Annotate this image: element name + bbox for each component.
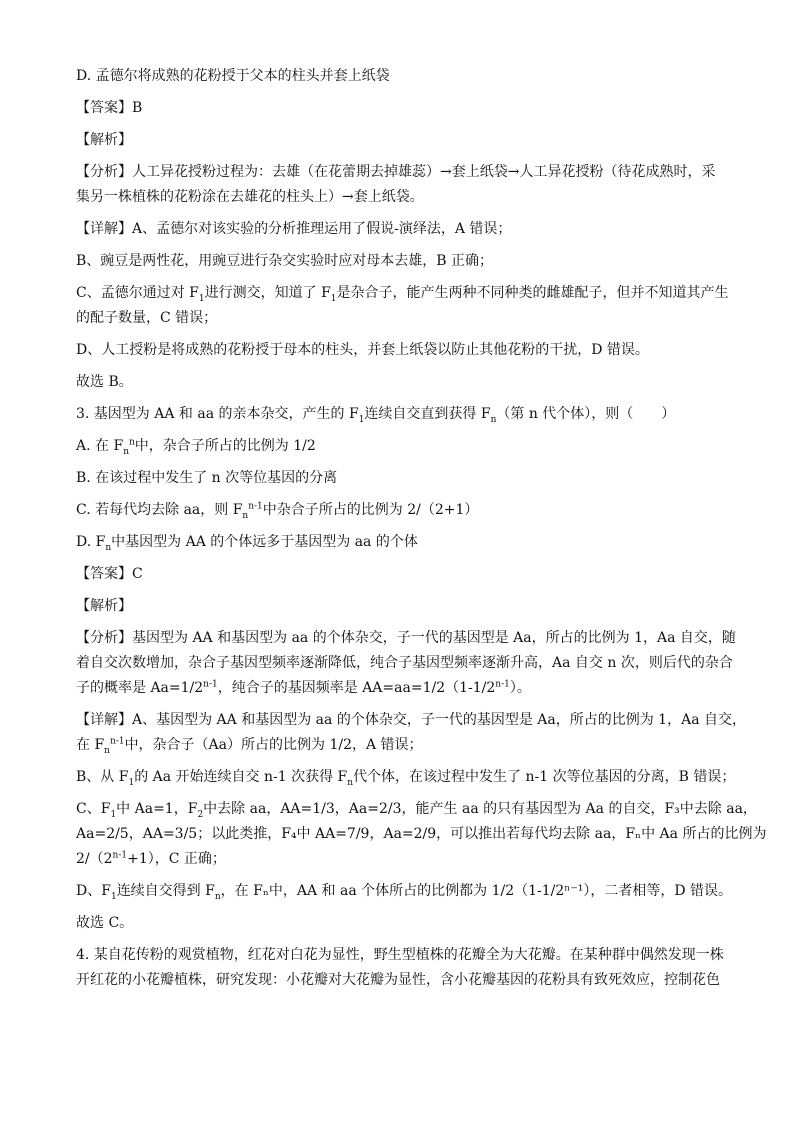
- line-segment: 1: [110, 809, 117, 820]
- text-line: [76, 678, 531, 698]
- line-segment: 在 F: [76, 737, 105, 753]
- line-segment: 中基因型为 AA 的个体远多于基因型为 aa 的个体: [111, 534, 418, 550]
- line-segment: 集另一株植株的花粉涂在去雄花的柱头上）→套上纸袋。: [76, 189, 424, 205]
- line-segment: ）。: [509, 680, 531, 696]
- line-segment: 中，杂合子所占的比例为 1/2: [134, 438, 316, 454]
- line-segment: B、豌豆是两性花，用豌豆进行杂交实验时应对母本去雄，B 正确；: [76, 253, 494, 269]
- section-label: 【详解】: [76, 221, 132, 237]
- line-segment: n: [214, 891, 221, 902]
- line-segment: D. 孟德尔将成熟的花粉授于父本的柱头并套上纸袋: [76, 68, 390, 84]
- text-line: [76, 913, 133, 933]
- line-segment: 连续自交直到获得 F: [364, 406, 491, 422]
- line-segment: 开红花的小花瓣植株，研究发现：小花瓣对大花瓣为显性，含小花瓣基因的花粉具有致死效应，控制花色: [76, 972, 720, 988]
- line-segment: B. 在该过程中发生了 n 次等位基因的分离: [76, 470, 338, 486]
- line-segment: 代个体，在该过程中发生了 n-1 次等位基因的分离，B 错误；: [353, 769, 736, 785]
- text-line: [76, 219, 511, 239]
- text-line: [76, 596, 132, 616]
- line-segment: B、从 F: [76, 769, 129, 785]
- line-segment: A、孟德尔对该实验的分析推理运用了假说-演绎法，A 错误；: [132, 221, 512, 237]
- line-segment: 故选 B。: [76, 374, 133, 390]
- line-segment: ，A 错误；: [352, 737, 423, 753]
- text-line: [76, 283, 729, 303]
- line-segment: 2/（2: [76, 851, 113, 867]
- text-line: [76, 500, 478, 520]
- line-segment: +1），C 正确；: [127, 851, 226, 867]
- line-segment: +1）: [443, 502, 479, 518]
- line-segment: n: [123, 446, 129, 457]
- text-line: [76, 945, 724, 965]
- line-segment: ，纯合子的基因频率是 AA=aa=1/2（1-1/2: [217, 680, 496, 696]
- line-segment: n-1: [248, 501, 263, 512]
- line-segment: C、孟德尔通过对 F: [76, 285, 199, 301]
- line-segment: n: [242, 510, 249, 521]
- line-segment: n-1: [495, 679, 510, 690]
- section-label: 【详解】: [76, 712, 132, 728]
- line-segment: B: [132, 100, 143, 116]
- line-segment: 故选 C。: [76, 915, 134, 931]
- line-segment: 1: [110, 891, 117, 902]
- line-segment: 基因型为 AA 和基因型为 aa 的个体杂交，子一代的基因型是 Aa，所占的比例为 1，Aa 自交，随: [132, 630, 736, 646]
- text-line: [76, 66, 390, 86]
- line-segment: 1: [198, 293, 205, 304]
- line-segment: 的 Aa 开始连续自交 n-1 次获得 F: [134, 769, 348, 785]
- text-line: [76, 436, 316, 456]
- line-segment: 1: [358, 414, 365, 425]
- text-line: [76, 849, 226, 869]
- text-line: [76, 970, 720, 990]
- line-segment: 1: [330, 293, 337, 304]
- text-line: [76, 767, 735, 787]
- text-line: [76, 162, 715, 182]
- line-segment: 中 Aa=1，F: [116, 801, 198, 817]
- text-line: [76, 653, 733, 673]
- line-segment: D. F: [76, 534, 106, 550]
- line-segment: 是杂合子，能产生两种不同种类的雌雄配子，但并不知道其产生: [336, 285, 729, 301]
- line-segment: n-1: [203, 679, 218, 690]
- line-segment: 2: [197, 809, 204, 820]
- line-segment: 3. 基因型为 AA 和 aa 的亲本杂交，产生的 F: [76, 406, 359, 422]
- line-segment: 中杂合子所占的比例为 2/（2: [262, 502, 444, 518]
- line-segment: n-1: [109, 736, 125, 747]
- line-segment: 的配子数量，C 错误；: [76, 310, 218, 326]
- line-segment: 子的概率是 Aa=1/2: [76, 680, 204, 696]
- text-line: [76, 710, 746, 730]
- text-line: [76, 881, 732, 901]
- section-label: 【答案】: [76, 100, 132, 116]
- line-segment: D、F: [76, 883, 111, 899]
- line-segment: n: [128, 437, 135, 448]
- text-line: [76, 468, 337, 488]
- line-segment: A、基因型为 AA 和基因型为 aa 的个体杂交，子一代的基因型是 Aa，所占的比例为 1，Aa 自交，: [132, 712, 746, 728]
- line-segment: 人工异花授粉过程为：去雄（在花蕾期去掉雄蕊）→套上纸袋→人工异花授粉（待花成熟时，采: [132, 164, 716, 180]
- text-line: [76, 735, 423, 755]
- text-line: [76, 372, 133, 392]
- line-segment: n-1: [112, 850, 128, 861]
- line-segment: 进行测交，知道了 F: [204, 285, 331, 301]
- line-segment: ，在 Fₙ中，AA 和 aa 个体所占的比例都为 1/2（1-1/2ⁿ⁻¹），二者相等，D 错误。: [220, 883, 733, 899]
- text-line: [76, 130, 132, 150]
- text-line: [76, 824, 766, 844]
- text-line: [76, 404, 675, 424]
- text-line: [76, 799, 757, 819]
- text-line: [76, 251, 493, 271]
- section-label: 【解析】: [76, 132, 132, 148]
- section-label: 【分析】: [76, 630, 132, 646]
- line-segment: 中去除 aa，AA=1/3，Aa=2/3，能产生 aa 的只有基因型为 Aa 的自交，F₃中去除 aa，: [203, 801, 757, 817]
- line-segment: n: [105, 542, 112, 553]
- line-segment: （第 n 代个体），则（ ）: [496, 406, 676, 422]
- line-segment: 中，杂合子（Aa）所占的比例为 1/2: [124, 737, 352, 753]
- text-line: [76, 187, 424, 207]
- text-line: [76, 340, 649, 360]
- line-segment: D、人工授粉是将成熟的花粉授于母本的柱头，并套上纸袋以防止其他花粉的干扰，D 错误。: [76, 342, 649, 358]
- text-line: [76, 628, 736, 648]
- section-label: 【答案】: [76, 566, 132, 582]
- text-line: [76, 564, 143, 584]
- line-segment: Aa=2/5，AA=3/5；以此类推，F₄中 AA=7/9，Aa=2/9，可以推出若每代均去除 aa，Fₙ中 Aa 所占的比例为: [76, 826, 767, 842]
- section-label: 【分析】: [76, 164, 132, 180]
- line-segment: n: [104, 745, 110, 756]
- line-segment: A. 在 F: [76, 438, 124, 454]
- text-line: [76, 308, 217, 328]
- line-segment: C. 若每代均去除 aa，则 F: [76, 502, 243, 518]
- line-segment: 1: [128, 777, 135, 788]
- line-segment: C: [132, 566, 143, 582]
- line-segment: n: [347, 777, 354, 788]
- line-segment: 4. 某自花传粉的观赏植物，红花对白花为显性，野生型植株的花瓣全为大花瓣。在某种群中偶然发现一株: [76, 947, 724, 963]
- text-line: [76, 98, 142, 118]
- line-segment: n: [490, 414, 497, 425]
- line-segment: 连续自交得到 F: [116, 883, 215, 899]
- line-segment: C、F: [76, 801, 111, 817]
- line-segment: 着自交次数增加，杂合子基因型频率逐渐降低，纯合子基因型频率逐渐升高，Aa 自交 n 次，则后代的杂合: [76, 655, 733, 671]
- text-line: [76, 532, 418, 552]
- section-label: 【解析】: [76, 598, 132, 614]
